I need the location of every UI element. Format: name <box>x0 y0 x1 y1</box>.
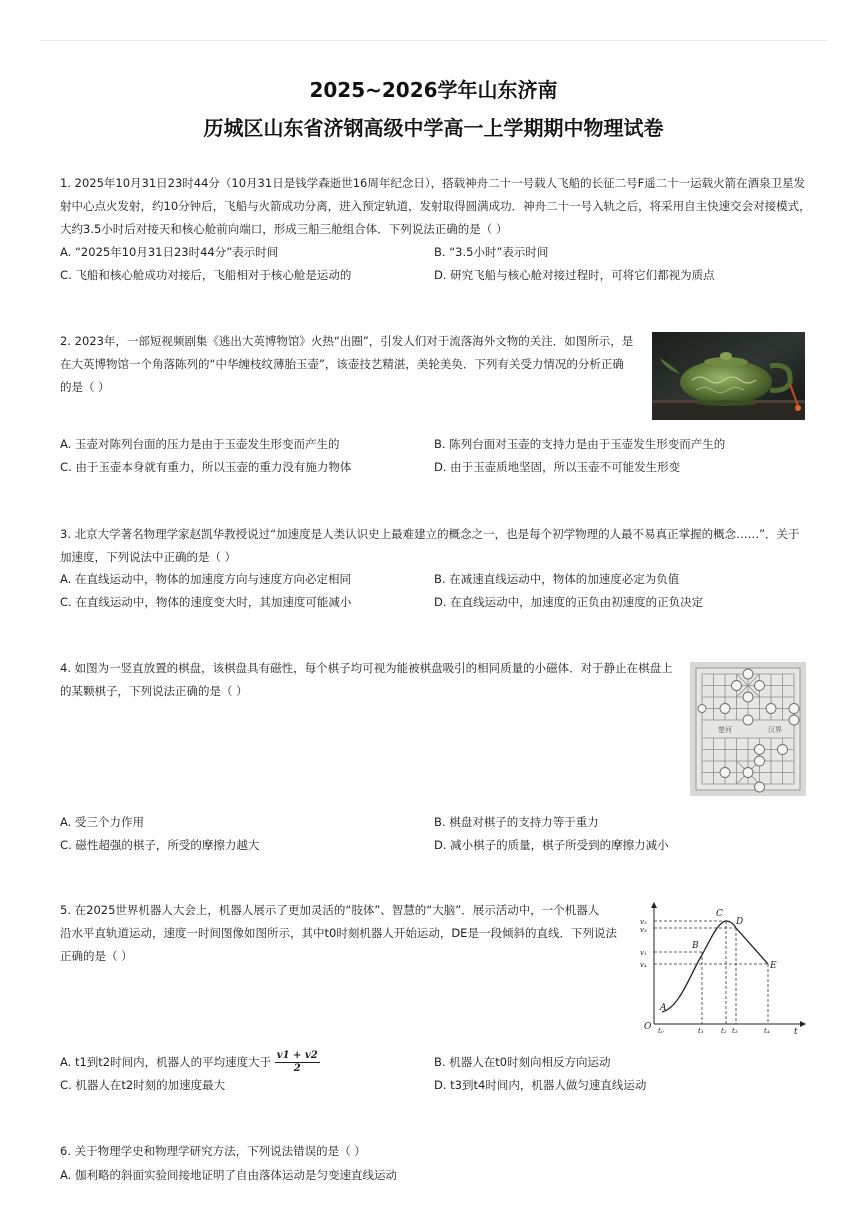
question-4-option-a[interactable]: A. 受三个力作用 <box>60 815 144 829</box>
question-stem-line: 4. 如图为一竖直放置的棋盘，该棋盘具有磁性，每个棋子均可视为能被棋盘吸引的相同质量的小磁体．对于静止在棋盘上 <box>60 661 673 675</box>
question-2-stem <box>60 330 645 399</box>
teapot-photo <box>652 332 805 420</box>
question-1-stem <box>60 172 820 241</box>
question-2-option-c[interactable]: C. 由于玉壶本身就有重力，所以玉壶的重力没有施力物体 <box>60 460 352 474</box>
graph-v2-label: v₂ <box>640 918 647 926</box>
question-3-option-c[interactable]: C. 在直线运动中，物体的速度变大时，其加速度可能减小 <box>60 595 352 609</box>
graph-t0-label: t₀ <box>658 1027 664 1035</box>
graph-origin-label: O <box>644 1022 652 1032</box>
graph-point-d: D <box>736 917 744 927</box>
graph-t1-label: t₁ <box>698 1027 704 1035</box>
question-stem-line: 在大英博物馆一个角落陈列的“中华缠枝纹薄胎玉壶”，该壶技艺精湛，美轮美奂．下列有关受力情况的分析正确 <box>60 357 624 371</box>
board-river-right: 汉界 <box>768 726 782 734</box>
question-5-option-d[interactable]: D. t3到t4时间内，机器人做匀速直线运动 <box>434 1078 647 1092</box>
question-5-option-b[interactable]: B. 机器人在t0时刻向相反方向运动 <box>434 1055 611 1069</box>
page-title-line2: 历城区山东省济钢高级中学高一上学期期中物理试卷 <box>203 116 664 140</box>
question-stem-line: 3. 北京大学著名物理学家赵凯华教授说过“加速度是人类认识史上最难建立的概念之一，也是每个初学物理的人最不易真正掌握的概念……”．关于 <box>60 527 800 541</box>
question-4-option-b[interactable]: B. 棋盘对棋子的支持力等于重力 <box>434 815 599 829</box>
question-6-option-a[interactable]: A. 伽利略的斜面实验间接地证明了自由落体运动是匀变速直线运动 <box>60 1168 397 1182</box>
chessboard-figure <box>690 662 806 796</box>
question-3-option-d[interactable]: D. 在直线运动中，加速度的正负由初速度的正负决定 <box>434 595 704 609</box>
graph-point-e: E <box>770 961 777 971</box>
graph-v1-label: v₁ <box>640 949 647 957</box>
board-river-left: 楚河 <box>718 726 732 734</box>
fraction-denominator: 2 <box>293 1063 301 1074</box>
graph-t2-label: t₂ <box>721 1027 727 1035</box>
question-3-option-a[interactable]: A. 在直线运动中，物体的加速度方向与速度方向必定相同 <box>60 572 351 586</box>
graph-t-axis-label: t <box>794 1027 798 1036</box>
question-1-option-d[interactable]: D. 研究飞船与核心舱对接过程时，可将它们都视为质点 <box>434 268 715 282</box>
question-3-option-b[interactable]: B. 在减速直线运动中，物体的加速度必定为负值 <box>434 572 680 586</box>
graph-t4-label: t₄ <box>764 1027 770 1035</box>
option-a-text: A. t1到t2时间内，机器人的平均速度大于 <box>60 1055 272 1069</box>
question-stem-line: 加速度，下列说法中正确的是（ ） <box>60 550 237 564</box>
fraction-numerator: v1 + v2 <box>276 1050 318 1061</box>
question-1-option-a[interactable]: A. “2025年10月31日23时44分”表示时间 <box>60 245 279 259</box>
question-5-stem <box>60 899 635 968</box>
velocity-time-graph <box>636 900 806 1036</box>
question-stem-line: 5. 在2025世界机器人大会上，机器人展示了更加灵活的“肢体”、智慧的“大脑”．展示活动中，一个机器人 <box>60 903 600 917</box>
question-4-option-c[interactable]: C. 磁性超强的棋子，所受的摩擦力越大 <box>60 838 260 852</box>
fraction-v1-plus-v2-over-2 <box>275 1050 320 1075</box>
question-stem-line: 正确的是（ ） <box>60 949 133 963</box>
question-stem-line: 2. 2023年，一部短视频剧集《逃出大英博物馆》火热“出圈”，引发人们对于流落海外文物的关注．如图所示，是 <box>60 334 634 348</box>
question-3-stem <box>60 523 820 569</box>
question-1-option-b[interactable]: B. “3.5小时”表示时间 <box>434 245 549 259</box>
graph-point-c: C <box>716 909 723 919</box>
question-stem-line: 射中心点火发射，约10分钟后，飞船与火箭成功分离，进入预定轨道，发射取得圆满成功．神舟二十一号入轨之后，将采用自主快速交会对接模式， <box>60 199 811 213</box>
question-stem-line: 6. 关于物理学史和物理学研究方法，下列说法错误的是（ ） <box>60 1144 366 1158</box>
page-title-line1: 2025~2026学年山东济南 <box>309 78 558 102</box>
graph-point-a: A <box>660 1003 667 1013</box>
top-divider <box>40 40 827 41</box>
graph-point-b: B <box>692 941 699 951</box>
question-2-option-b[interactable]: B. 陈列台面对玉壶的支持力是由于玉壶发生形变而产生的 <box>434 437 726 451</box>
question-6-stem <box>60 1140 820 1163</box>
question-stem-line: 沿水平直轨道运动，速度一时间图像如图所示，其中t0时刻机器人开始运动，DE是一段倾斜的直线．下列说法 <box>60 926 617 940</box>
question-2-option-d[interactable]: D. 由于玉壶质地坚固，所以玉壶不可能发生形变 <box>434 460 681 474</box>
question-5-option-a[interactable] <box>60 1050 320 1075</box>
graph-t3-label: t₃ <box>732 1027 738 1035</box>
question-2-option-a[interactable]: A. 玉壶对陈列台面的压力是由于玉壶发生形变而产生的 <box>60 437 340 451</box>
question-1-option-c[interactable]: C. 飞船和核心舱成功对接后，飞船相对于核心舱是运动的 <box>60 268 352 282</box>
question-stem-line: 1. 2025年10月31日23时44分（10月31日是钱学森逝世16周年纪念日），搭载神舟二十一号载人飞船的长征二号F遥二十一运载火箭在酒泉卫星发 <box>60 176 806 190</box>
graph-v3-label: v₃ <box>640 926 647 934</box>
question-stem-line: 大约3.5小时后对接天和核心舱前向端口，形成三船三舱组合体．下列说法正确的是（ ） <box>60 222 508 236</box>
question-stem-line: 的某颗棋子，下列说法正确的是（ ） <box>60 684 248 698</box>
question-stem-line: 的是（ ） <box>60 380 110 394</box>
question-4-stem <box>60 657 685 703</box>
graph-v4-label: v₄ <box>640 961 647 969</box>
question-5-option-c[interactable]: C. 机器人在t2时刻的加速度最大 <box>60 1078 226 1092</box>
question-4-option-d[interactable]: D. 减小棋子的质量，棋子所受到的摩擦力减小 <box>434 838 669 852</box>
